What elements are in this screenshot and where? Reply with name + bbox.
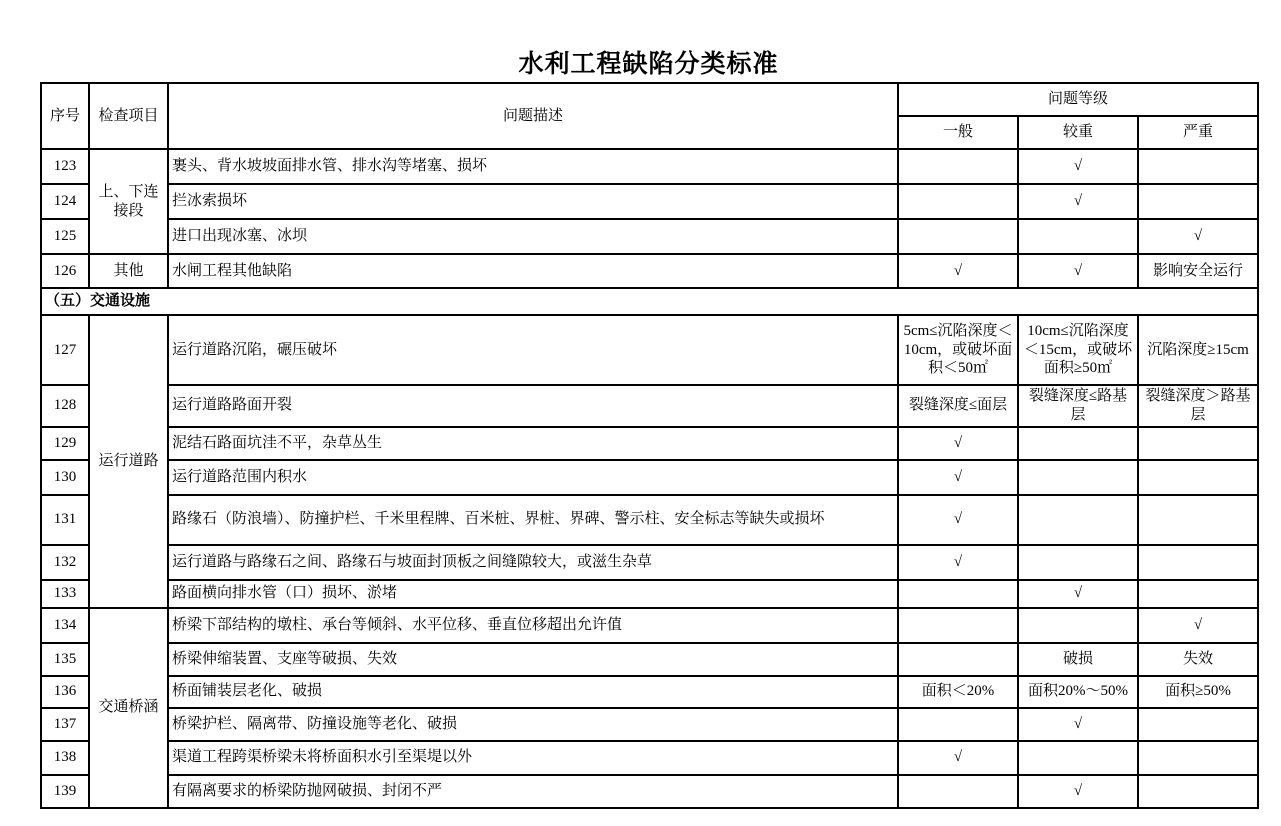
- level-general-cell: [898, 608, 1018, 643]
- table-row: [41, 149, 1258, 184]
- table-row: [41, 608, 1258, 643]
- level-serious-cell: [1018, 219, 1138, 254]
- column-header-serious: 较重: [1018, 116, 1138, 149]
- level-severe-cell: [1138, 184, 1258, 219]
- level-serious-cell: √: [1018, 184, 1138, 219]
- level-serious-cell: √: [1018, 775, 1138, 808]
- level-severe-cell: [1138, 580, 1258, 608]
- level-severe-cell: 裂缝深度＞路基层: [1138, 385, 1258, 427]
- level-severe-cell: [1138, 708, 1258, 741]
- table-row: [41, 643, 1258, 676]
- description-cell: 裹头、背水坡坡面排水管、排水沟等堵塞、损坏: [168, 149, 898, 184]
- level-general-cell: [898, 643, 1018, 676]
- row-number: 126: [41, 254, 89, 288]
- level-general-cell: [898, 775, 1018, 808]
- description-cell: 水闸工程其他缺陷: [168, 254, 898, 288]
- level-general-cell: [898, 149, 1018, 184]
- table-row: [41, 427, 1258, 460]
- level-severe-cell: [1138, 775, 1258, 808]
- level-serious-cell: [1018, 427, 1138, 460]
- table-row: [41, 315, 1258, 385]
- table-row: [41, 775, 1258, 808]
- level-serious-cell: 10cm≤沉陷深度＜15cm，或破坏面积≥50㎡: [1018, 315, 1138, 385]
- column-header-desc: 问题描述: [168, 83, 898, 149]
- row-number: 125: [41, 219, 89, 254]
- description-cell: 泥结石路面坑洼不平，杂草丛生: [168, 427, 898, 460]
- level-severe-cell: [1138, 427, 1258, 460]
- level-serious-cell: √: [1018, 708, 1138, 741]
- level-serious-cell: √: [1018, 149, 1138, 184]
- level-serious-cell: [1018, 545, 1138, 580]
- description-cell: 有隔离要求的桥梁防抛网破损、封闭不严: [168, 775, 898, 808]
- table-row: [41, 676, 1258, 708]
- level-severe-cell: √: [1138, 219, 1258, 254]
- table-row: [41, 184, 1258, 219]
- column-header-seq: 序号: [41, 83, 89, 149]
- row-number: 124: [41, 184, 89, 219]
- row-number: 128: [41, 385, 89, 427]
- level-general-cell: [898, 580, 1018, 608]
- row-number: 129: [41, 427, 89, 460]
- level-general-cell: 5cm≤沉陷深度＜10cm，或破坏面积＜50㎡: [898, 315, 1018, 385]
- row-number: 136: [41, 676, 89, 708]
- level-serious-cell: [1018, 460, 1138, 495]
- description-cell: 桥梁伸缩装置、支座等破损、失效: [168, 643, 898, 676]
- defect-classification-table: [40, 82, 1259, 809]
- category-cell: 运行道路: [89, 315, 168, 608]
- level-general-cell: [898, 708, 1018, 741]
- level-serious-cell: [1018, 741, 1138, 775]
- row-number: 139: [41, 775, 89, 808]
- row-number: 130: [41, 460, 89, 495]
- level-severe-cell: 影响安全运行: [1138, 254, 1258, 288]
- table-row: [41, 580, 1258, 608]
- level-serious-cell: [1018, 608, 1138, 643]
- category-cell: 上、下连接段: [89, 149, 168, 254]
- level-severe-cell: [1138, 149, 1258, 184]
- level-general-cell: [898, 184, 1018, 219]
- table-row: [41, 741, 1258, 775]
- row-number: 134: [41, 608, 89, 643]
- level-severe-cell: [1138, 741, 1258, 775]
- level-general-cell: √: [898, 545, 1018, 580]
- column-header-general: 一般: [898, 116, 1018, 149]
- category-cell: 交通桥涵: [89, 608, 168, 808]
- row-number: 133: [41, 580, 89, 608]
- level-general-cell: √: [898, 741, 1018, 775]
- description-cell: 路缘石（防浪墙）、防撞护栏、千米里程牌、百米桩、界桩、界碑、警示柱、安全标志等缺失或损坏: [168, 495, 898, 545]
- row-number: 138: [41, 741, 89, 775]
- level-severe-cell: 面积≥50%: [1138, 676, 1258, 708]
- description-cell: 运行道路与路缘石之间、路缘石与坡面封顶板之间缝隙较大，或滋生杂草: [168, 545, 898, 580]
- level-severe-cell: [1138, 460, 1258, 495]
- header-row-1: [41, 83, 1258, 116]
- level-severe-cell: [1138, 495, 1258, 545]
- description-cell: 桥梁下部结构的墩柱、承台等倾斜、水平位移、垂直位移超出允许值: [168, 608, 898, 643]
- row-number: 131: [41, 495, 89, 545]
- section-header: （五）交通设施: [41, 288, 1258, 315]
- level-serious-cell: 破损: [1018, 643, 1138, 676]
- row-number: 137: [41, 708, 89, 741]
- level-severe-cell: 沉陷深度≥15cm: [1138, 315, 1258, 385]
- level-severe-cell: 失效: [1138, 643, 1258, 676]
- column-header-item: 检查项目: [89, 83, 168, 149]
- row-number: 127: [41, 315, 89, 385]
- level-general-cell: √: [898, 427, 1018, 460]
- row-number: 135: [41, 643, 89, 676]
- level-severe-cell: [1138, 545, 1258, 580]
- level-general-cell: √: [898, 254, 1018, 288]
- description-cell: 路面横向排水管（口）损坏、淤堵: [168, 580, 898, 608]
- description-cell: 运行道路范围内积水: [168, 460, 898, 495]
- row-number: 132: [41, 545, 89, 580]
- description-cell: 运行道路沉陷，碾压破坏: [168, 315, 898, 385]
- level-general-cell: [898, 219, 1018, 254]
- description-cell: 拦冰索损坏: [168, 184, 898, 219]
- table-row: [41, 219, 1258, 254]
- section-row: [41, 288, 1258, 315]
- table-row: [41, 460, 1258, 495]
- description-cell: 渠道工程跨渠桥梁未将桥面积水引至渠堤以外: [168, 741, 898, 775]
- level-serious-cell: [1018, 495, 1138, 545]
- description-cell: 进口出现冰塞、冰坝: [168, 219, 898, 254]
- level-severe-cell: √: [1138, 608, 1258, 643]
- description-cell: 桥梁护栏、隔离带、防撞设施等老化、破损: [168, 708, 898, 741]
- category-cell: 其他: [89, 254, 168, 288]
- level-general-cell: √: [898, 460, 1018, 495]
- row-number: 123: [41, 149, 89, 184]
- column-header-level-group: 问题等级: [898, 83, 1258, 116]
- level-general-cell: 裂缝深度≤面层: [898, 385, 1018, 427]
- table-row: [41, 254, 1258, 288]
- level-serious-cell: √: [1018, 254, 1138, 288]
- description-cell: 运行道路路面开裂: [168, 385, 898, 427]
- column-header-severe: 严重: [1138, 116, 1258, 149]
- level-serious-cell: √: [1018, 580, 1138, 608]
- level-serious-cell: 裂缝深度≤路基层: [1018, 385, 1138, 427]
- table-row: [41, 708, 1258, 741]
- table-row: [41, 385, 1258, 427]
- page-title: 水利工程缺陷分类标准: [518, 50, 779, 78]
- level-general-cell: 面积＜20%: [898, 676, 1018, 708]
- level-serious-cell: 面积20%～50%: [1018, 676, 1138, 708]
- description-cell: 桥面铺装层老化、破损: [168, 676, 898, 708]
- level-general-cell: √: [898, 495, 1018, 545]
- table-row: [41, 495, 1258, 545]
- table-row: [41, 545, 1258, 580]
